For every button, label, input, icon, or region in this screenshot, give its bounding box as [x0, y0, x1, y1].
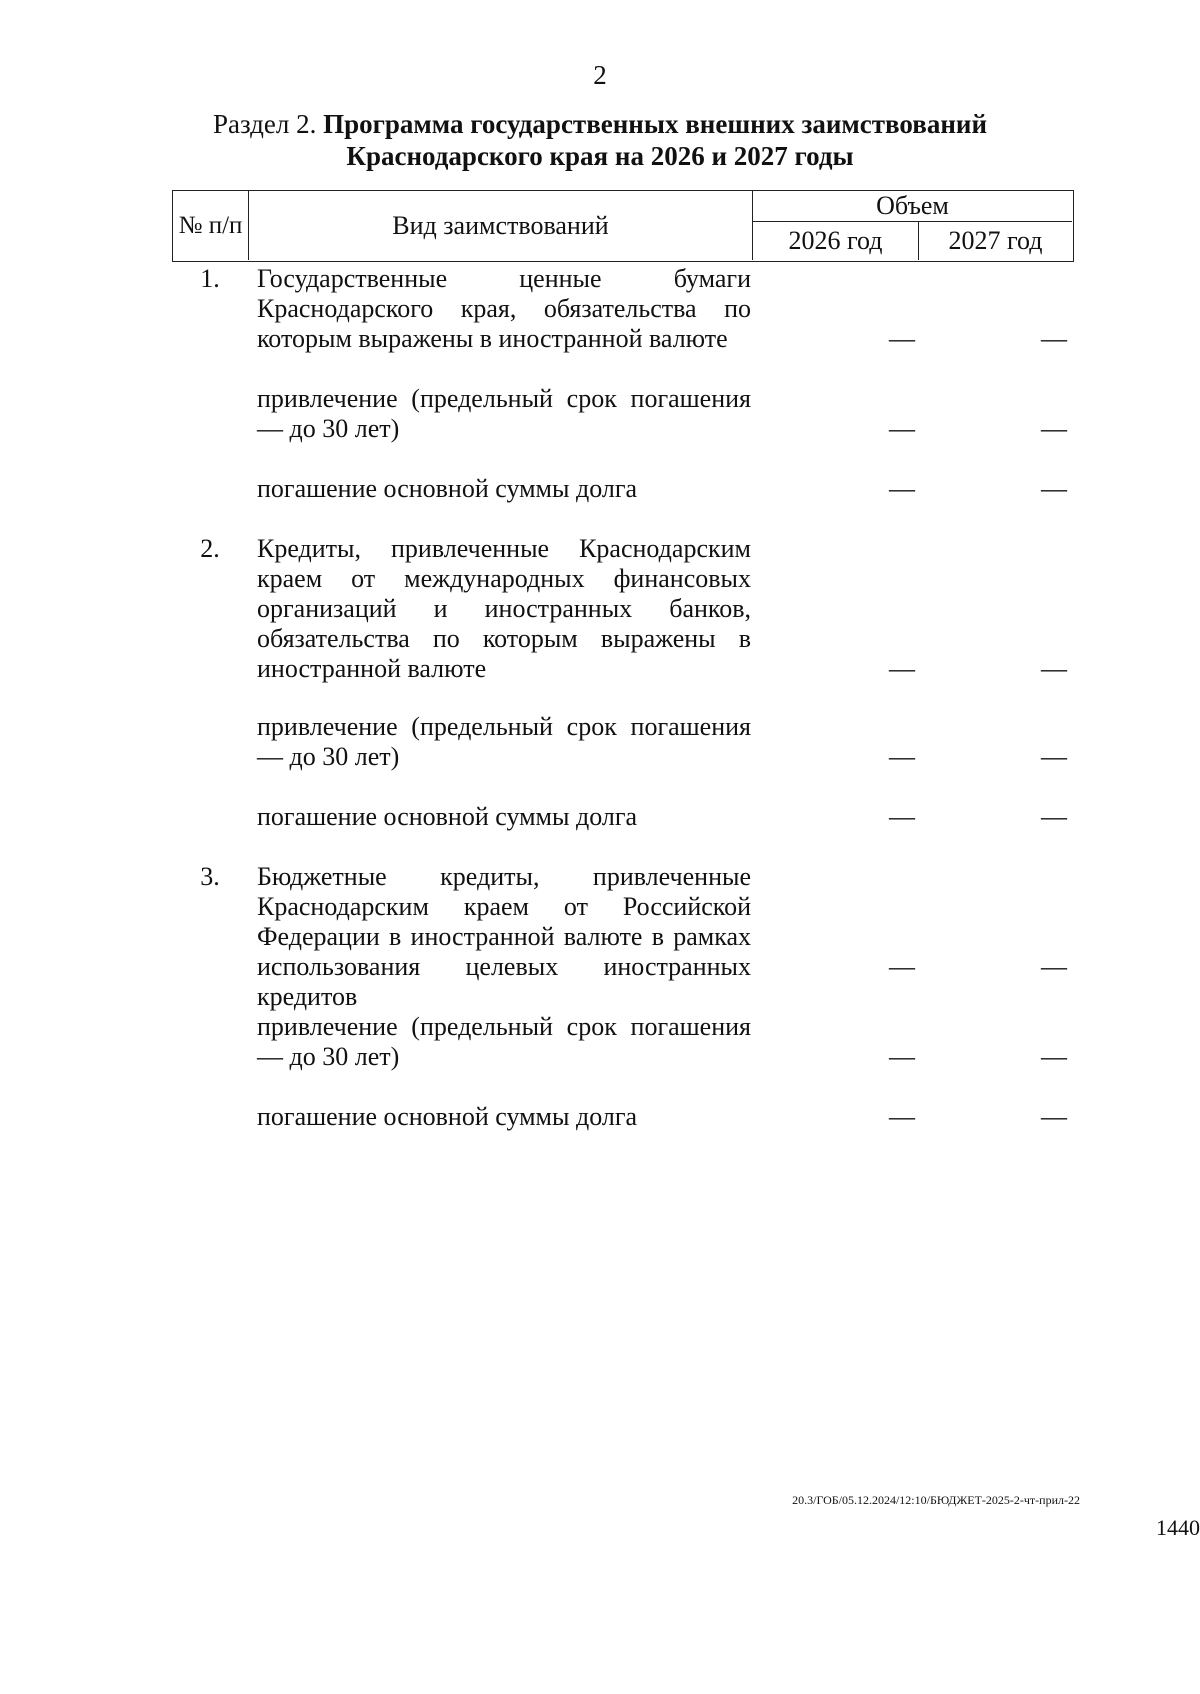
row-text: привлечение (предельный срок погашения — до 30 лет): [257, 712, 751, 771]
row-value-2026: —: [889, 1042, 915, 1071]
page-number: 2: [593, 60, 607, 90]
row-text: Государственные ценные бумаги Краснодарского края, обязательства по которым выражены в иностранной валюте: [257, 264, 751, 353]
document-code: 20.3/ГОБ/05.12.2024/12:10/БЮДЖЕТ-2025-2-чт-прил-22: [792, 1493, 1080, 1507]
row-text: погашение основной суммы долга: [257, 474, 638, 503]
header-year-2027: 2027 год: [948, 226, 1043, 255]
row-text: привлечение (предельный срок погашения — до 30 лет): [257, 1012, 751, 1071]
row-number: 3.: [200, 862, 220, 891]
section-title-line1: Программа государственных внешних заимствований: [323, 109, 987, 139]
row-text: Кредиты, привлеченные Краснодарским краем от международных финансовых организаций и иностранных банков, обязательства по которым выражены в иностранной валюте: [257, 534, 751, 683]
row-text: Бюджетные кредиты, привлеченные Краснодарским краем от Российской Федерации в иностранной валюте в рамках использования целевых иностранных кредитов: [257, 862, 751, 1011]
section-title: [180, 108, 1020, 172]
row-value-2026: —: [889, 1102, 915, 1131]
header-year-2026: 2026 год: [753, 222, 919, 260]
row-number: 2.: [200, 534, 220, 563]
row-value-2027: —: [1041, 1102, 1067, 1131]
row-value-2026: —: [889, 952, 915, 981]
row-text: привлечение (предельный срок погашения — до 30 лет): [257, 384, 751, 443]
document-number: 1440: [1156, 1515, 1200, 1540]
section-title-line2: Краснодарского края на 2026 и 2027 годы: [346, 141, 854, 171]
row-value-2027: —: [1041, 1042, 1067, 1071]
row-value-2026: —: [889, 802, 915, 831]
row-value-2026: —: [889, 742, 915, 771]
row-value-2027: —: [1041, 742, 1067, 771]
row-number: 1.: [200, 264, 220, 293]
row-value-2027: —: [1041, 324, 1067, 353]
row-value-2027: —: [1041, 414, 1067, 443]
row-value-2027: —: [1041, 952, 1067, 981]
row-value-2027: —: [1041, 474, 1067, 503]
row-value-2026: —: [889, 474, 915, 503]
header-borrowing-type: Вид заимствований: [249, 191, 753, 260]
row-value-2026: —: [889, 414, 915, 443]
section-title-prefix: Раздел 2.: [212, 109, 317, 139]
header-number: № п/п: [173, 191, 249, 260]
row-value-2027: —: [1041, 654, 1067, 683]
header-volume: Объем: [753, 191, 1072, 222]
row-value-2026: —: [889, 324, 915, 353]
row-value-2026: —: [889, 654, 915, 683]
row-text: погашение основной суммы долга: [257, 802, 638, 831]
table-header: [172, 190, 1074, 262]
row-value-2027: —: [1041, 802, 1067, 831]
row-text: погашение основной суммы долга: [257, 1102, 638, 1131]
